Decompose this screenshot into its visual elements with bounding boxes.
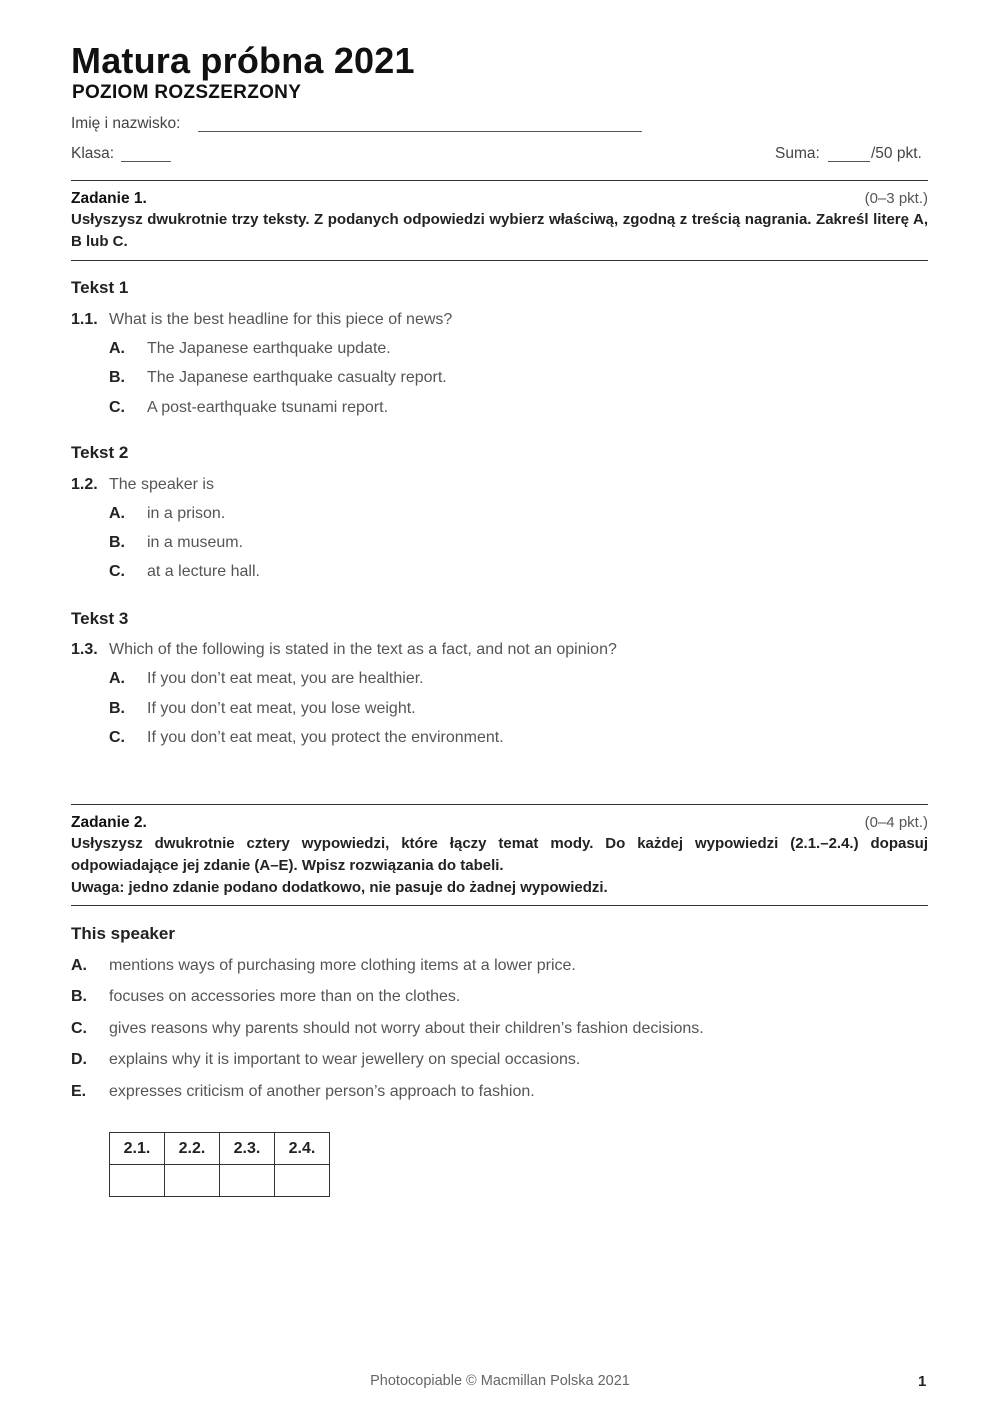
answer-header-cell: 2.4.: [275, 1133, 330, 1165]
question-number: 1.3.: [71, 641, 98, 658]
sum-label: Suma:: [775, 145, 820, 162]
text-label: Tekst 2: [71, 443, 129, 462]
statement-text: mentions ways of purchasing more clothing items at a lower price.: [109, 957, 576, 974]
class-label: Klasa:: [71, 145, 115, 162]
question-number: 1.1.: [71, 311, 98, 328]
option-text: at a lecture hall.: [147, 563, 260, 580]
answer-header-cell: 2.3.: [220, 1133, 275, 1165]
divider: [71, 804, 928, 805]
option-letter[interactable]: C.: [109, 729, 125, 746]
divider: [71, 180, 928, 181]
option-text: in a museum.: [147, 534, 244, 551]
statement-letter: E.: [71, 1083, 87, 1100]
option-letter[interactable]: A.: [109, 505, 125, 522]
question-text: The speaker is: [109, 476, 214, 493]
option-text: If you don’t eat meat, you lose weight.: [147, 700, 416, 717]
task1-points: (0–3 pkt.): [864, 190, 928, 207]
task2-points: (0–4 pkt.): [864, 814, 928, 831]
option-text: The Japanese earthquake update.: [147, 340, 391, 357]
question-text: Which of the following is stated in the text as a fact, and not an opinion?: [109, 641, 617, 658]
option-text: If you don’t eat meat, you protect the environment.: [147, 729, 504, 746]
sum-field[interactable]: [828, 161, 870, 162]
task2-header: [71, 814, 928, 899]
option-letter[interactable]: C.: [109, 399, 125, 416]
answer-input-cell[interactable]: [110, 1165, 165, 1197]
name-field[interactable]: [198, 131, 642, 132]
statement-text: expresses criticism of another person’s approach to fashion.: [109, 1083, 535, 1100]
page-subtitle: POZIOM ROZSZERZONY: [72, 82, 302, 103]
task1-instruction: Usłyszysz dwukrotnie trzy teksty. Z podanych odpowiedzi wybierz właściwą, zgodną z treścią nagrania. Zakreśl literę A, B lub C.: [71, 211, 928, 250]
answer-header-cell: 2.1.: [110, 1133, 165, 1165]
option-text: If you don’t eat meat, you are healthier.: [147, 670, 424, 687]
page-number: 1: [918, 1373, 927, 1390]
task2-note: Uwaga: jedno zdanie podano dodatkowo, nie pasuje do żadnej wypowiedzi.: [71, 879, 608, 896]
question-text: What is the best headline for this piece of news?: [109, 311, 453, 328]
text-label: Tekst 1: [71, 278, 129, 297]
option-text: A post-earthquake tsunami report.: [147, 399, 389, 416]
answer-table-header-row: [110, 1133, 330, 1165]
text-label: Tekst 3: [71, 609, 129, 628]
page-title: Matura próbna 2021: [71, 40, 415, 81]
option-text: in a prison.: [147, 505, 226, 522]
option-letter[interactable]: A.: [109, 670, 125, 687]
answer-table-input-row: [110, 1165, 330, 1197]
sum-max: /50 pkt.: [871, 145, 922, 162]
option-letter[interactable]: B.: [109, 700, 125, 717]
statement-letter: D.: [71, 1051, 87, 1068]
statement-text: explains why it is important to wear jewellery on special occasions.: [109, 1051, 581, 1068]
task1-header: [71, 190, 928, 253]
statement-text: focuses on accessories more than on the clothes.: [109, 988, 461, 1005]
answer-input-cell[interactable]: [275, 1165, 330, 1197]
option-letter[interactable]: B.: [109, 369, 125, 386]
name-label: Imię i nazwisko:: [71, 115, 181, 132]
statement-letter: B.: [71, 988, 87, 1005]
option-letter[interactable]: A.: [109, 340, 125, 357]
question-number: 1.2.: [71, 476, 98, 493]
statement-letter: C.: [71, 1020, 87, 1037]
answer-table: [109, 1132, 330, 1197]
task2-title: Zadanie 2.: [71, 814, 147, 831]
answer-input-cell[interactable]: [165, 1165, 220, 1197]
option-letter[interactable]: C.: [109, 563, 125, 580]
divider: [71, 260, 928, 261]
task2-instruction: Usłyszysz dwukrotnie cztery wypowiedzi, które łączy temat mody. Do każdej wypowiedzi (2.1.–2.4.) dopasuj odpowiadające jej zdanie (A–E). Wpisz rozwiązania do tabeli.: [71, 835, 928, 874]
statement-letter: A.: [71, 957, 87, 974]
option-text: The Japanese earthquake casualty report.: [147, 369, 447, 386]
statement-text: gives reasons why parents should not worry about their children’s fashion decisions.: [109, 1020, 704, 1037]
answer-header-cell: 2.2.: [165, 1133, 220, 1165]
answer-input-cell[interactable]: [220, 1165, 275, 1197]
section-label: This speaker: [71, 924, 175, 943]
footer-copyright: Photocopiable © Macmillan Polska 2021: [370, 1373, 630, 1389]
divider: [71, 905, 928, 906]
task1-title: Zadanie 1.: [71, 190, 147, 207]
class-field[interactable]: [121, 161, 171, 162]
option-letter[interactable]: B.: [109, 534, 125, 551]
